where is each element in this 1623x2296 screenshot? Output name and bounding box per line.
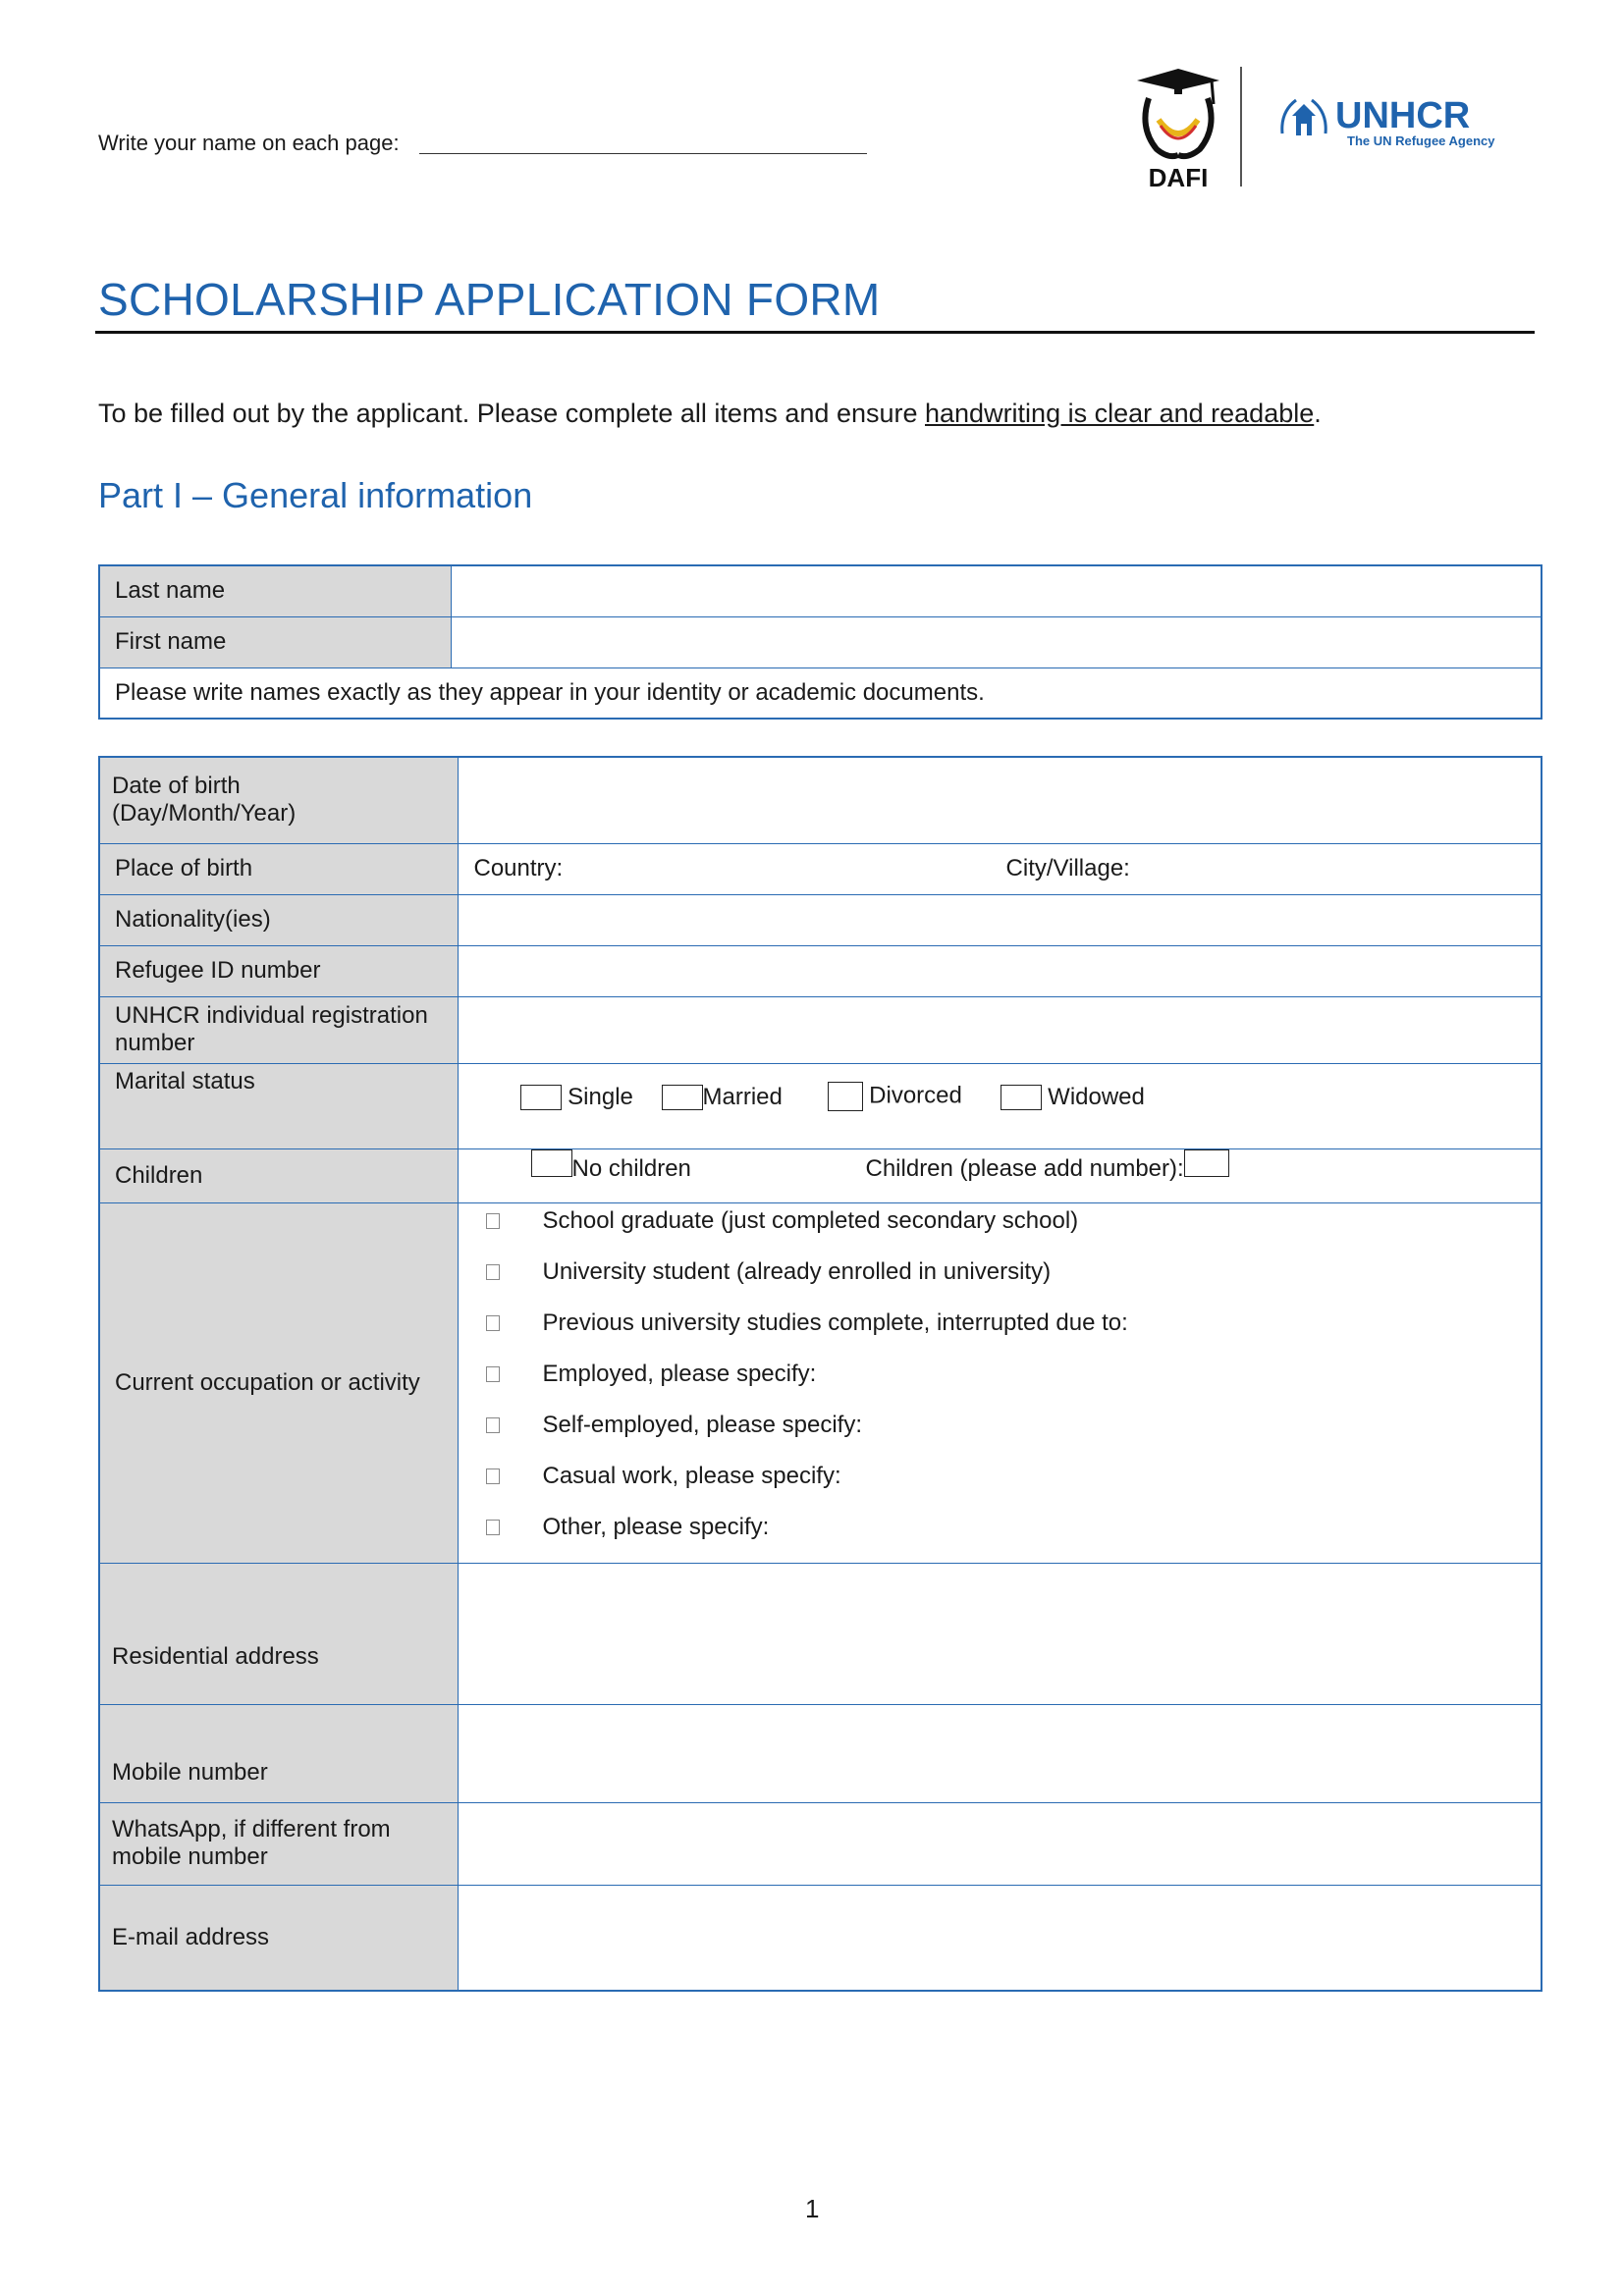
occupation-option[interactable]: Employed, please specify:	[486, 1361, 817, 1388]
place-of-birth-label: Place of birth	[99, 843, 458, 894]
divorced-checkbox[interactable]	[828, 1082, 863, 1111]
name-line-field[interactable]	[419, 153, 867, 154]
dob-label	[99, 757, 458, 843]
place-of-birth-field[interactable]	[458, 843, 1542, 894]
unhcr-registration-field[interactable]	[458, 996, 1542, 1063]
mobile-number-field[interactable]	[458, 1704, 1542, 1802]
married-checkbox[interactable]	[662, 1085, 703, 1110]
intro-underlined: handwriting is clear and readable	[925, 399, 1315, 428]
occupation-option[interactable]: Self-employed, please specify:	[486, 1412, 863, 1439]
occupation-checkbox[interactable]	[486, 1213, 500, 1229]
mobile-number-label: Mobile number	[99, 1704, 458, 1802]
city-label: City/Village:	[1005, 855, 1130, 881]
dob-label-line1: Date of birth	[112, 773, 241, 800]
marital-option-divorced[interactable]: Divorced	[828, 1082, 962, 1111]
dob-label-line2: (Day/Month/Year)	[112, 800, 297, 828]
part-heading: Part I – General information	[98, 475, 533, 515]
children-field	[458, 1148, 1542, 1202]
intro-after: .	[1314, 399, 1322, 428]
children-number-option[interactable]: Children (please add number):	[866, 1155, 1229, 1183]
email-field[interactable]	[458, 1885, 1542, 1991]
intro-before: To be filled out by the applicant. Please complete all items and ensure	[98, 399, 925, 428]
title-rule	[95, 331, 1535, 334]
refugee-id-field[interactable]	[458, 945, 1542, 996]
occupation-option[interactable]: Other, please specify:	[486, 1514, 770, 1541]
refugee-id-label: Refugee ID number	[99, 945, 458, 996]
marital-option-married[interactable]: Married	[662, 1084, 783, 1111]
no-children-option[interactable]: No children	[531, 1149, 691, 1177]
occupation-checkbox[interactable]	[486, 1315, 500, 1331]
residential-address-label: Residential address	[99, 1563, 458, 1704]
last-name-label: Last name	[99, 565, 451, 616]
page-title: SCHOLARSHIP APPLICATION FORM	[98, 274, 881, 325]
name-line-label: Write your name on each page:	[98, 131, 400, 155]
whatsapp-label	[99, 1802, 458, 1885]
whatsapp-label-line2: mobile number	[112, 1843, 268, 1870]
names-table	[98, 564, 1542, 720]
residential-address-field[interactable]	[458, 1563, 1542, 1704]
unhcr-registration-line1: UNHCR individual registration	[115, 1002, 428, 1029]
occupation-option[interactable]: Previous university studies complete, interrupted due to:	[486, 1309, 1128, 1337]
occupation-checkbox[interactable]	[486, 1520, 500, 1535]
no-children-checkbox[interactable]	[531, 1149, 572, 1177]
occupation-field	[458, 1202, 1542, 1563]
occupation-label: Current occupation or activity	[99, 1202, 458, 1563]
nationality-field[interactable]	[458, 894, 1542, 945]
occupation-checkbox[interactable]	[486, 1468, 500, 1484]
svg-text:DAFI: DAFI	[1148, 163, 1209, 191]
whatsapp-label-line1: WhatsApp, if different from	[112, 1816, 391, 1842]
names-note: Please write names exactly as they appear in your identity or academic documents.	[99, 667, 1542, 719]
single-checkbox[interactable]	[520, 1085, 562, 1110]
unhcr-registration-label	[99, 996, 458, 1063]
first-name-label: First name	[99, 616, 451, 667]
occupation-option[interactable]: University student (already enrolled in university)	[486, 1258, 1052, 1286]
nationality-label: Nationality(ies)	[99, 894, 458, 945]
first-name-field[interactable]	[451, 616, 1542, 667]
children-number-box[interactable]	[1184, 1149, 1229, 1177]
occupation-option[interactable]: School graduate (just completed secondary school)	[486, 1207, 1079, 1235]
svg-text:UNHCR: UNHCR	[1335, 95, 1471, 136]
whatsapp-field[interactable]	[458, 1802, 1542, 1885]
marital-option-single[interactable]: Single	[520, 1084, 633, 1111]
last-name-field[interactable]	[451, 565, 1542, 616]
occupation-option[interactable]: Casual work, please specify:	[486, 1463, 841, 1490]
general-info-table	[98, 756, 1542, 1992]
dob-field[interactable]	[458, 757, 1542, 843]
page-number: 1	[805, 2194, 820, 2223]
logo-divider	[1240, 67, 1242, 187]
email-label: E-mail address	[99, 1885, 458, 1991]
unhcr-registration-line2: number	[115, 1030, 195, 1056]
intro-text	[98, 398, 1322, 429]
occupation-checkbox[interactable]	[486, 1366, 500, 1382]
occupation-checkbox[interactable]	[486, 1264, 500, 1280]
occupation-checkbox[interactable]	[486, 1417, 500, 1433]
marital-option-widowed[interactable]: Widowed	[1001, 1084, 1145, 1111]
unhcr-logo	[1276, 94, 1512, 151]
country-label: Country:	[473, 855, 564, 881]
widowed-checkbox[interactable]	[1001, 1085, 1042, 1110]
svg-text:The UN Refugee Agency: The UN Refugee Agency	[1347, 133, 1495, 148]
dafi-logo	[1129, 69, 1227, 191]
marital-status-label: Marital status	[99, 1063, 458, 1148]
children-label: Children	[99, 1148, 458, 1202]
marital-status-field	[458, 1063, 1542, 1148]
